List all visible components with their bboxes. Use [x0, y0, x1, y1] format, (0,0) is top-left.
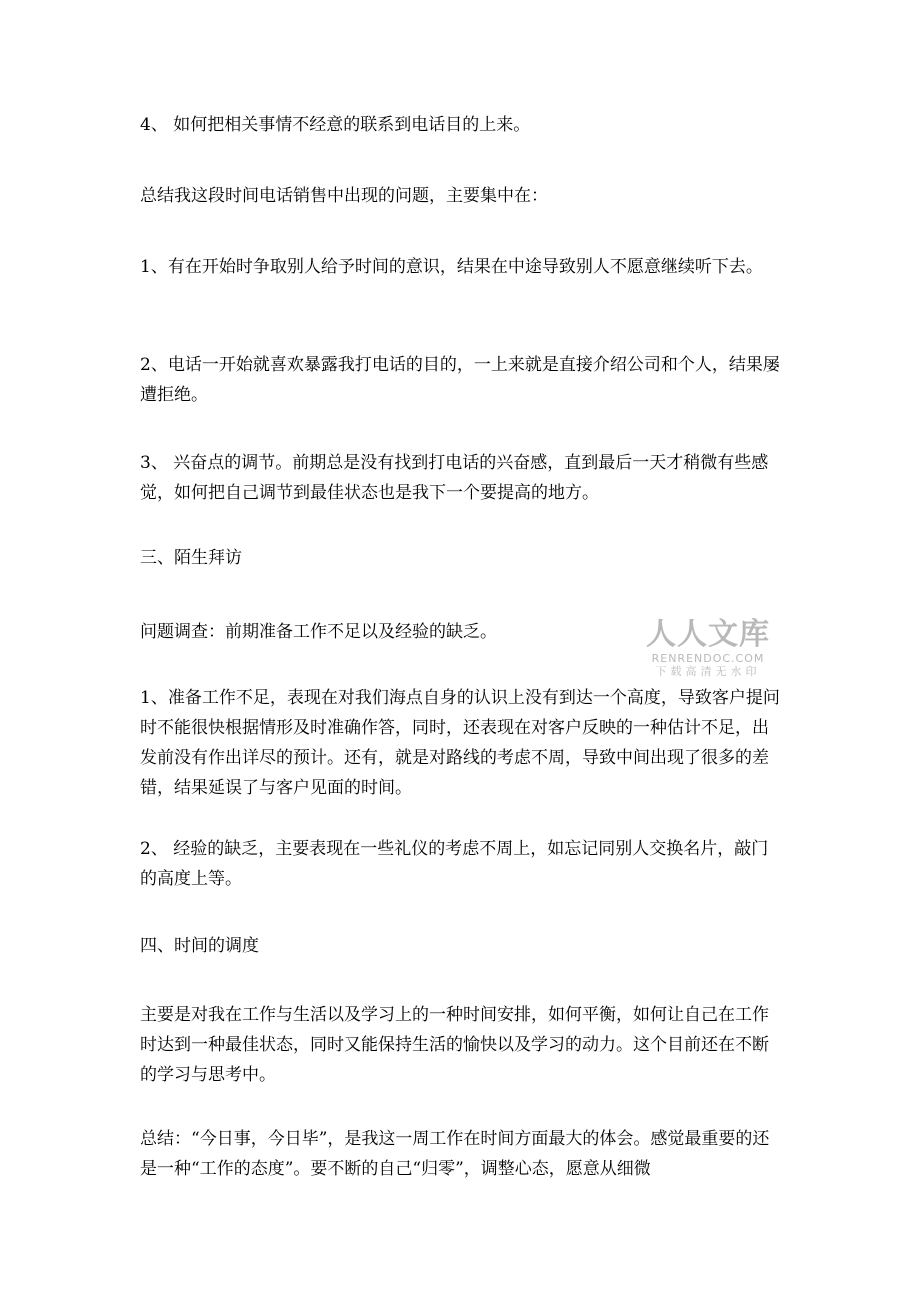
paragraph-preparation: 1、准备工作不足，表现在对我们海点自身的认识上没有到达一个高度，导致客户提问时不能很快根据情形及时准确作答，同时，还表现在对客户反映的一种估计不足，出发前没有作出详尽的预计。还有，就是对路线的考虑不周，导致中间出现了很多的差错，结果延误了与客户见面的时间。 [140, 688, 780, 798]
watermark-title: 人人文库 [646, 617, 770, 652]
watermark-subtitle: 下载高清无水印 [655, 665, 761, 678]
section-heading-cold-visit: 三、陌生拜访 [140, 548, 242, 568]
paragraph-issue-1: 1、有在开始时争取别人给予时间的意识，结果在中途导致别人不愿意继续听下去。 [140, 257, 763, 277]
paragraph-issue-3: 3、 兴奋点的调节。前期总是没有找到打电话的兴奋感，直到最后一天才稍微有些感觉，如何把自己调节到最佳状态也是我下一个要提高的地方。 [140, 453, 769, 503]
watermark [640, 618, 776, 678]
paragraph-issue-2: 2、电话一开始就喜欢暴露我打电话的目的，一上来就是直接介绍公司和个人，结果屡遭拒绝。 [140, 355, 780, 405]
paragraph-problem-survey: 问题调查：前期准备工作不足以及经验的缺乏。 [140, 622, 497, 642]
watermark-url: RENRENDOC.COM [651, 652, 765, 665]
paragraph-experience: 2、 经验的缺乏，主要表现在一些礼仪的考虑不周上，如忘记同别人交换名片，敲门的高度上等。 [140, 839, 769, 889]
paragraph-conclusion: 总结：“今日事，今日毕”，是我这一周工作在时间方面最大的体会。感觉最重要的还是一种“工作的态度”。要不断的自己“归零”，调整心态，愿意从细微 [140, 1129, 770, 1179]
section-heading-time-scheduling: 四、时间的调度 [140, 936, 259, 956]
paragraph-time-arrangement: 主要是对我在工作与生活以及学习上的一种时间安排，如何平衡，如何让自己在工作时达到一种最佳状态，同时又能保持生活的愉快以及学习的动力。这个目前还在不断的学习与思考中。 [140, 1005, 769, 1085]
paragraph-summary-intro: 总结我这段时间电话销售中出现的问题，主要集中在： [140, 186, 548, 206]
paragraph-list-item-4: 4、 如何把相关事情不经意的联系到电话目的上来。 [140, 115, 531, 135]
